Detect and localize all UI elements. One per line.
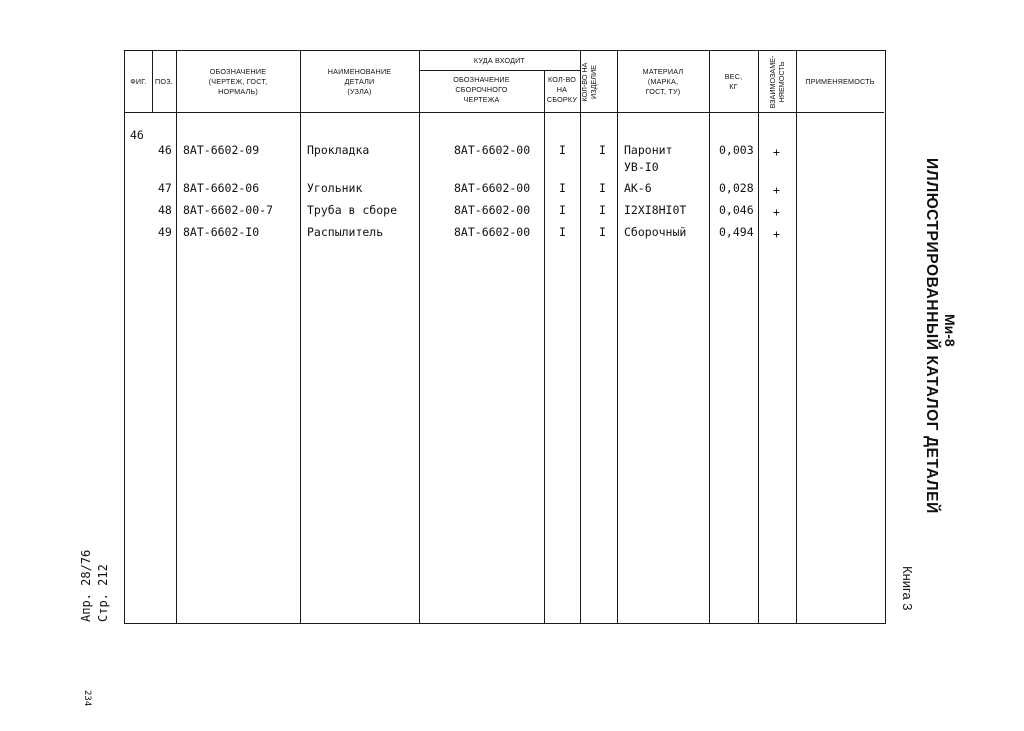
- header-assembly-designation: ОБОЗНАЧЕНИЕ СБОРОЧНОГО ЧЕРТЕЖА: [453, 75, 510, 104]
- page-number: Стр. 212: [96, 564, 110, 622]
- row-assembly: 8АТ-6602-00: [454, 203, 531, 217]
- row-assembly: 8АТ-6602-00: [454, 225, 531, 239]
- header-qty-assembly: КОЛ-ВО НА СБОРКУ: [546, 75, 578, 104]
- row-pos: 46: [158, 143, 172, 157]
- row-designation: 8АТ-6602-00-7: [183, 203, 274, 217]
- divider: [300, 51, 301, 623]
- divider: [419, 70, 580, 71]
- header-qty-product: КОЛ-ВО НА ИЗДЕЛИЕ: [580, 62, 598, 102]
- row-material: Паронит: [624, 143, 673, 157]
- divider: [580, 51, 581, 623]
- row-qty-product: I: [599, 225, 606, 239]
- row-qty-assembly: I: [559, 203, 566, 217]
- row-pos: 48: [158, 203, 172, 217]
- row-pos: 49: [158, 225, 172, 239]
- figure-number: 46: [130, 128, 144, 142]
- sheet-number: 234: [82, 690, 92, 707]
- header-designation: ОБОЗНАЧЕНИЕ (ЧЕРТЕЖ, ГОСТ, НОРМАЛЬ): [208, 67, 268, 96]
- header-weight: ВЕС, КГ: [724, 72, 743, 91]
- row-weight: 0,046: [719, 203, 754, 217]
- catalog-title: ИЛЛЮСТРИРОВАННЫЙ КАТАЛОГ ДЕТАЛЕЙ: [923, 158, 940, 514]
- row-material: Сборочный: [624, 225, 687, 239]
- row-assembly: 8АТ-6602-00: [454, 143, 531, 157]
- row-name: Распылитель: [307, 225, 384, 239]
- row-designation: 8АТ-6602-06: [183, 181, 260, 195]
- row-qty-assembly: I: [559, 181, 566, 195]
- header-material: МАТЕРИАЛ (МАРКА, ГОСТ, ТУ): [642, 67, 684, 96]
- divider: [419, 51, 420, 623]
- row-weight: 0,494: [719, 225, 754, 239]
- divider: [176, 51, 177, 623]
- row-weight: 0,028: [719, 181, 754, 195]
- model-title: Ми-8: [942, 314, 958, 347]
- divider: [709, 51, 710, 623]
- divider: [758, 51, 759, 623]
- row-qty-product: I: [599, 203, 606, 217]
- row-designation: 8АТ-6602-09: [183, 143, 260, 157]
- header-applicability: ПРИМЕНЯЕМОСТЬ: [805, 77, 875, 86]
- header-interchangeability: ВЗАИМОЗАМЕ- НЯЕМОСТЬ: [768, 55, 786, 109]
- header-name: НАИМЕНОВАНИЕ ДЕТАЛИ (УЗЛА): [327, 67, 392, 96]
- row-mark: +: [773, 205, 780, 219]
- row-material: АК-6: [624, 181, 652, 195]
- row-assembly: 8АТ-6602-00: [454, 181, 531, 195]
- row-designation: 8АТ-6602-I0: [183, 225, 260, 239]
- revision-date: Апр. 28/76: [79, 549, 93, 622]
- divider: [796, 51, 797, 623]
- row-mark: +: [773, 227, 780, 241]
- divider: [544, 71, 545, 623]
- header-where-used: КУДА ВХОДИТ: [473, 56, 526, 65]
- row-qty-assembly: I: [559, 225, 566, 239]
- row-mark: +: [773, 145, 780, 159]
- row-weight: 0,003: [719, 143, 754, 157]
- row-name: Угольник: [307, 181, 363, 195]
- row-material-line2: УВ-I0: [624, 160, 659, 174]
- row-name: Труба в сборе: [307, 203, 398, 217]
- row-qty-product: I: [599, 143, 606, 157]
- row-qty-product: I: [599, 181, 606, 195]
- header-fig: ФИГ.: [130, 77, 147, 86]
- divider: [617, 51, 618, 623]
- header-pos: ПОЗ.: [155, 77, 173, 86]
- row-material: I2XI8HI0T: [624, 203, 687, 217]
- row-pos: 47: [158, 181, 172, 195]
- row-name: Прокладка: [307, 143, 370, 157]
- header-bottom-line: [125, 112, 884, 113]
- row-mark: +: [773, 183, 780, 197]
- parts-table: [124, 50, 886, 624]
- book-number: Книга 3: [900, 566, 915, 611]
- row-qty-assembly: I: [559, 143, 566, 157]
